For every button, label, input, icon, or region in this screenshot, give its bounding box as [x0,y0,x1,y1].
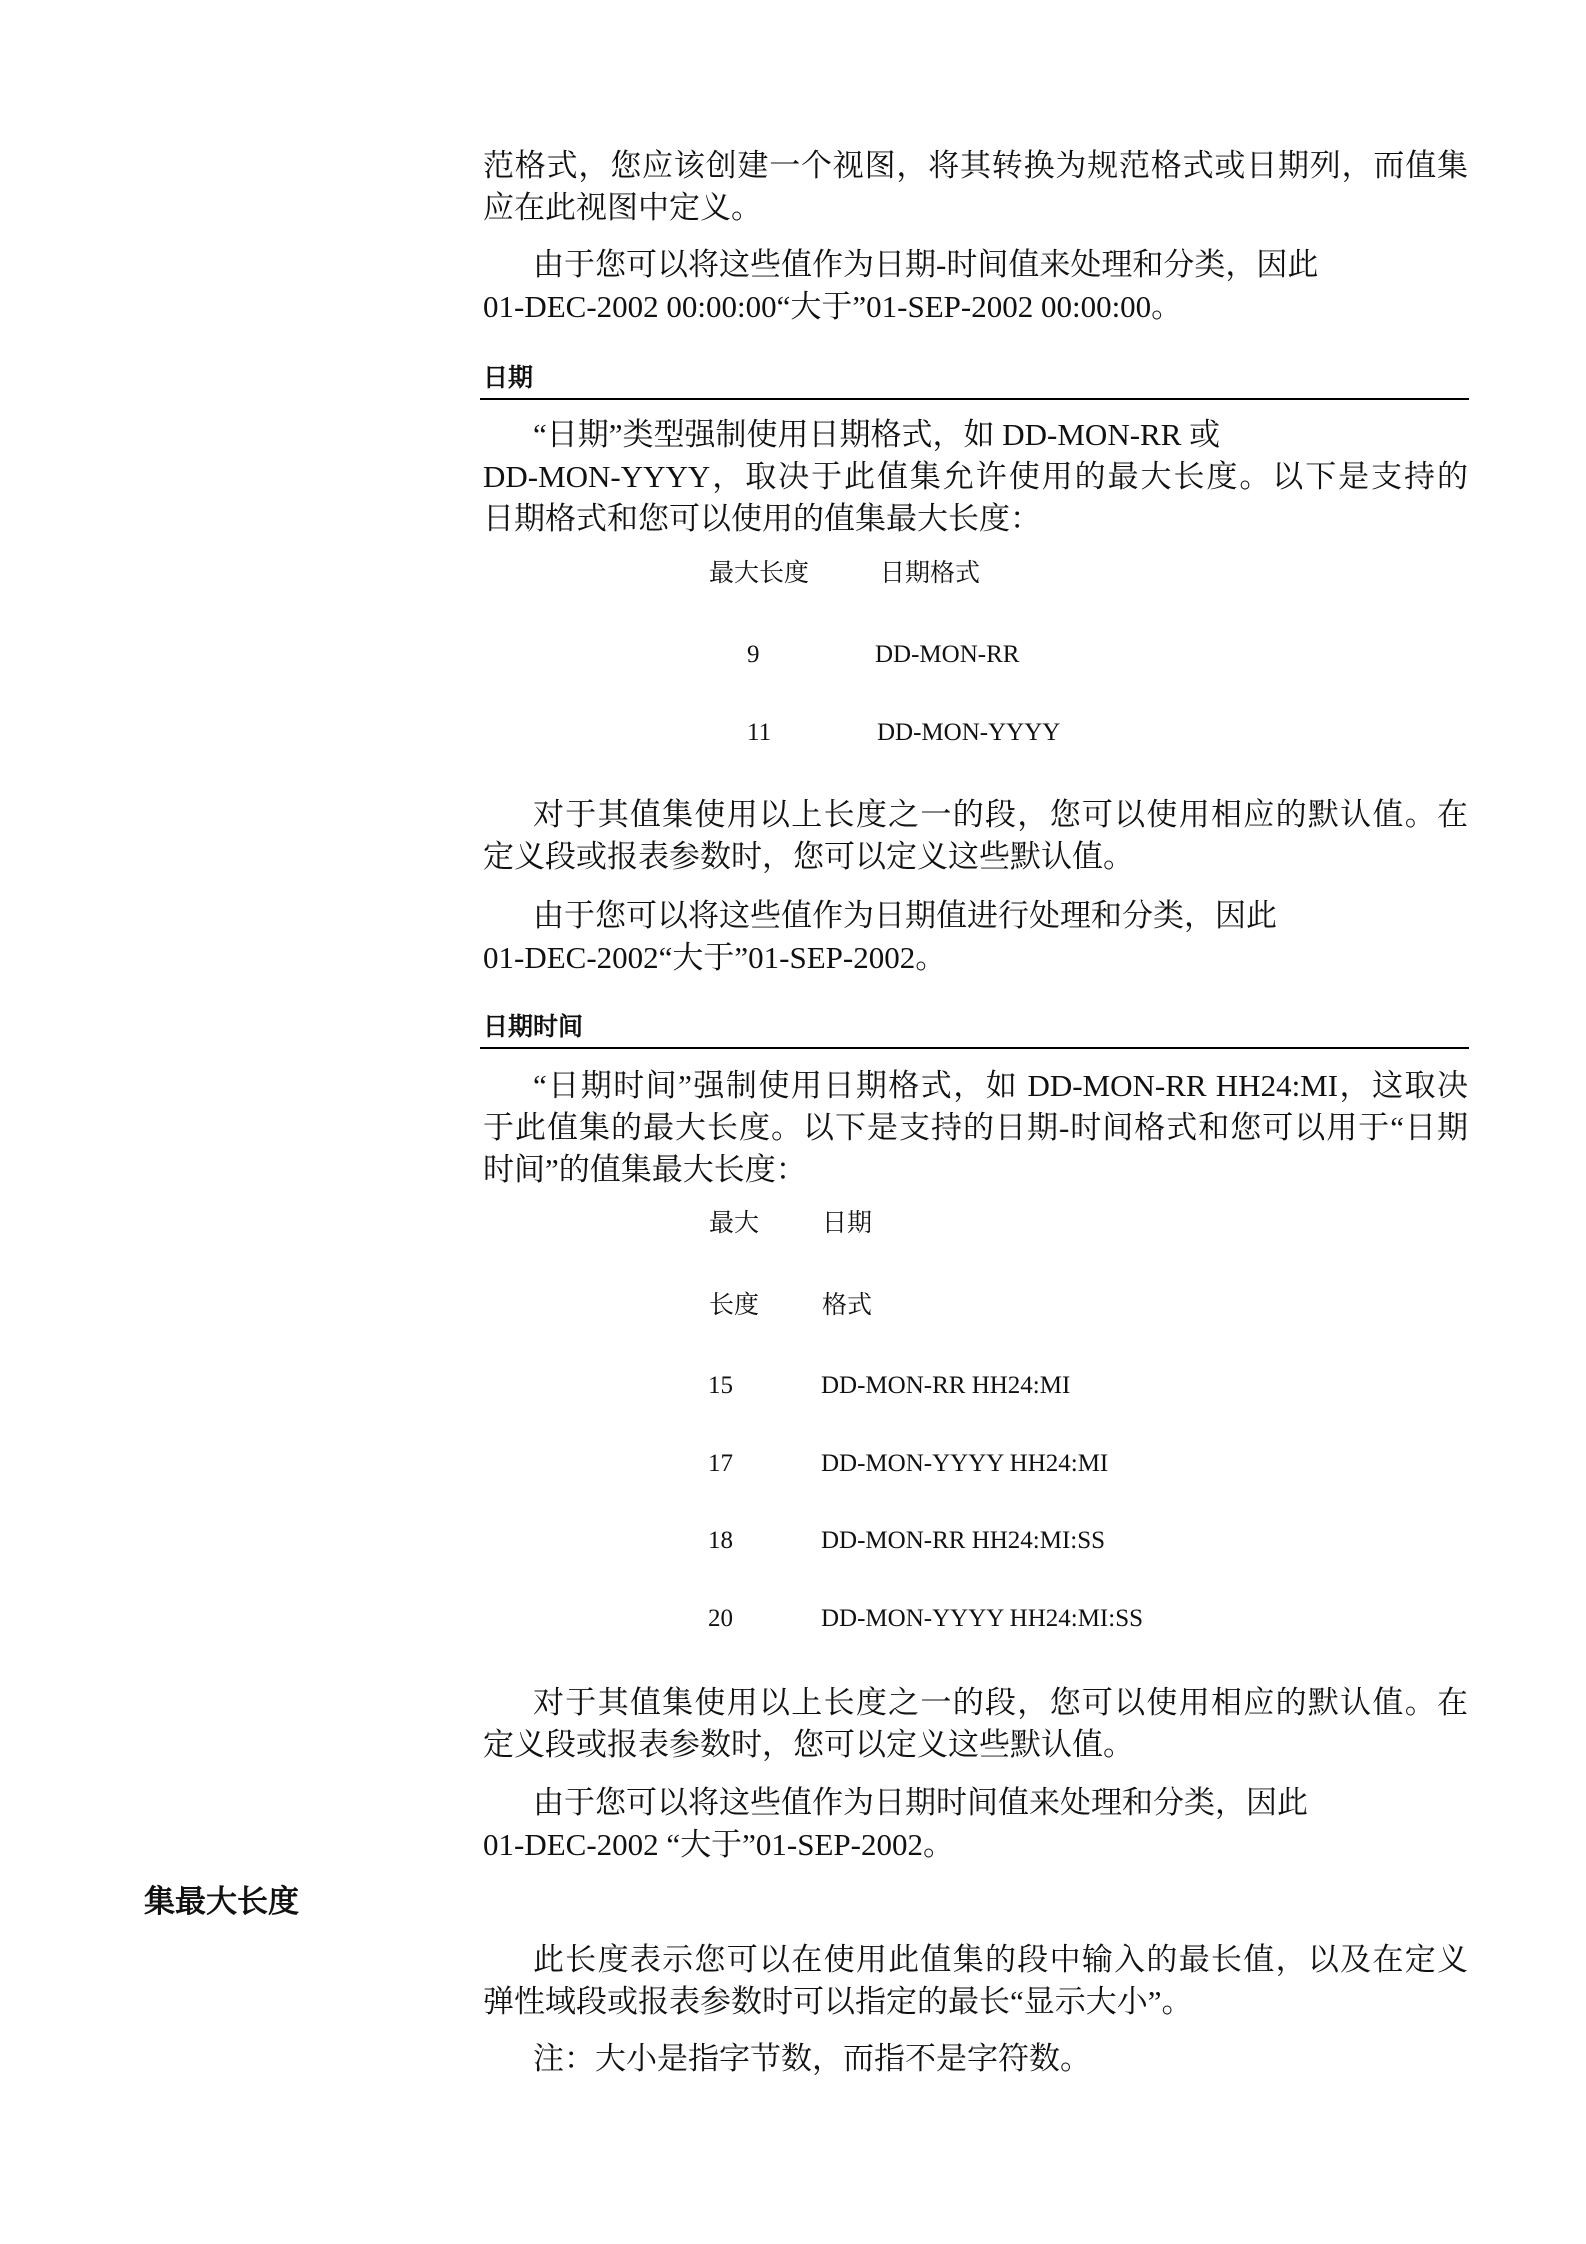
table-header: 最大长度 [709,560,810,587]
text-line: 由于您可以将这些值作为日期值进行处理和分类，因此 [533,898,1277,933]
table-cell: 17 [708,1450,733,1477]
table-header: 格式 [822,1292,873,1319]
table-header: 日期格式 [880,560,981,587]
text-line: 01-DEC-2002 00:00:00“大于”01-SEP-2002 00:00:00。 [483,289,1183,324]
section-heading-datetime: 日期时间 [483,1012,584,1041]
table-cell: 9 [747,641,760,668]
table-cell: DD-MON-RR HH24:MI [821,1372,1071,1399]
table-cell: DD-MON-RR HH24:MI:SS [821,1527,1106,1554]
text-line: 01-DEC-2002“大于”01-SEP-2002。 [483,940,947,975]
table-cell: 15 [708,1372,733,1399]
text-line: 定义段或报表参数时，您可以定义这些默认值。 [483,839,1134,874]
text-line: 时间”的值集最大长度： [483,1152,807,1187]
text-line: 由于您可以将这些值作为日期时间值来处理和分类，因此 [533,1785,1308,1820]
table-cell: DD-MON-YYYY [877,719,1061,746]
note-text: 注：大小是指字节数，而指不是字符数。 [533,2041,1091,2076]
text-line: “日期时间”强制使用日期格式，如 DD-MON-RR HH24:MI，这取决 [533,1068,1468,1103]
table-cell: 20 [708,1605,733,1632]
text-line: 弹性域段或报表参数时可以指定的最长“显示大小”。 [483,1984,1193,2019]
table-header: 最大 [709,1210,760,1237]
section-divider [480,398,1469,400]
table-header: 长度 [709,1292,760,1319]
text-line: DD-MON-YYYY，取决于此值集允许使用的最大长度。以下是支持的 [483,459,1468,494]
section-divider [480,1047,1469,1049]
side-heading-max-length: 集最大长度 [144,1884,299,1920]
table-header: 日期 [822,1210,873,1237]
text-line: 应在此视图中定义。 [483,190,762,225]
table-cell: 11 [747,719,772,746]
text-line: 对于其值集使用以上长度之一的段，您可以使用相应的默认值。在 [533,797,1468,832]
section-heading-date: 日期 [483,363,534,392]
text-line: 由于您可以将这些值作为日期-时间值来处理和分类，因此 [533,247,1319,282]
text-line: 此长度表示您可以在使用此值集的段中输入的最长值，以及在定义 [533,1942,1468,1977]
table-cell: DD-MON-YYYY HH24:MI:SS [821,1605,1143,1632]
text-line: 范格式，您应该创建一个视图，将其转换为规范格式或日期列，而值集 [483,148,1468,183]
text-line: 日期格式和您可以使用的值集最大长度： [483,501,1041,536]
text-line: 定义段或报表参数时，您可以定义这些默认值。 [483,1727,1134,1762]
text-line: 于此值集的最大长度。以下是支持的日期-时间格式和您可以用于“日期 [483,1110,1468,1145]
table-cell: DD-MON-YYYY HH24:MI [821,1450,1109,1477]
text-line: “日期”类型强制使用日期格式，如 DD-MON-RR 或 [533,417,1221,452]
text-line: 01-DEC-2002 “大于”01-SEP-2002。 [483,1827,954,1862]
text-line: 对于其值集使用以上长度之一的段，您可以使用相应的默认值。在 [533,1685,1468,1720]
table-cell: DD-MON-RR [875,641,1020,668]
table-cell: 18 [708,1527,733,1554]
